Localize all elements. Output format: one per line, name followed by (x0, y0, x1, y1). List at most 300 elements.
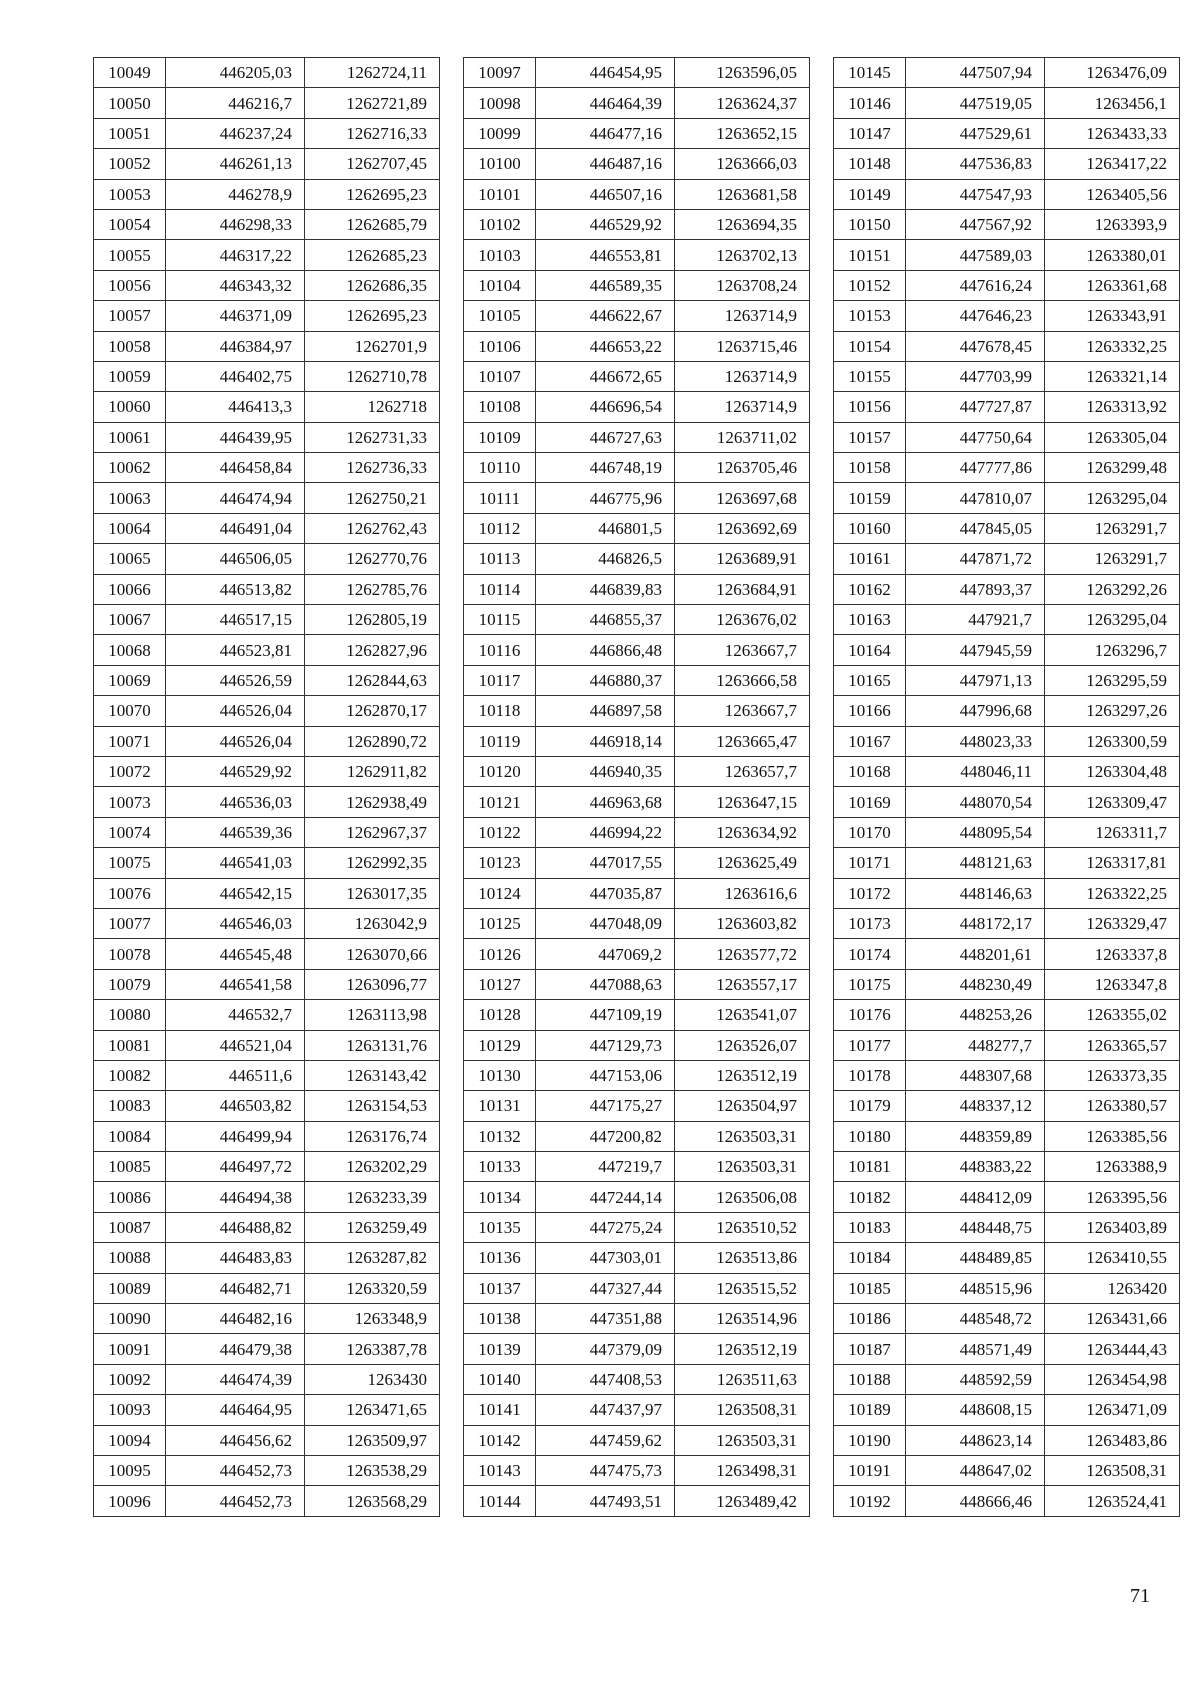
point-number-cell: 10113 (464, 544, 536, 574)
x-coordinate-cell: 446499,94 (166, 1121, 305, 1151)
y-coordinate-cell: 1263332,25 (1045, 331, 1180, 361)
x-coordinate-cell: 446532,7 (166, 1000, 305, 1030)
point-number-cell: 10079 (94, 969, 166, 999)
table-row (834, 1243, 1180, 1273)
x-coordinate-cell: 446474,94 (166, 483, 305, 513)
y-coordinate-cell: 1263347,8 (1045, 969, 1180, 999)
point-number-cell: 10175 (834, 969, 906, 999)
point-number-cell: 10082 (94, 1060, 166, 1090)
table-row (464, 878, 810, 908)
y-coordinate-cell: 1263715,46 (675, 331, 810, 361)
y-coordinate-cell: 1263430 (305, 1364, 440, 1394)
y-coordinate-cell: 1263692,69 (675, 513, 810, 543)
y-coordinate-cell: 1262686,35 (305, 270, 440, 300)
point-number-cell: 10169 (834, 787, 906, 817)
x-coordinate-cell: 446482,71 (166, 1273, 305, 1303)
y-coordinate-cell: 1263297,26 (1045, 696, 1180, 726)
x-coordinate-cell: 446503,82 (166, 1091, 305, 1121)
x-coordinate-cell: 448383,22 (906, 1152, 1045, 1182)
x-coordinate-cell: 448046,11 (906, 756, 1045, 786)
y-coordinate-cell: 1262685,23 (305, 240, 440, 270)
y-coordinate-cell: 1263684,91 (675, 574, 810, 604)
table-row (464, 301, 810, 331)
y-coordinate-cell: 1263304,48 (1045, 756, 1180, 786)
x-coordinate-cell: 447200,82 (536, 1121, 675, 1151)
table-row (94, 422, 440, 452)
y-coordinate-cell: 1262870,17 (305, 696, 440, 726)
table-row (834, 969, 1180, 999)
x-coordinate-cell: 447871,72 (906, 544, 1045, 574)
y-coordinate-cell: 1263568,29 (305, 1486, 440, 1516)
point-number-cell: 10109 (464, 422, 536, 452)
y-coordinate-cell: 1263503,31 (675, 1121, 810, 1151)
table-row (94, 1121, 440, 1151)
table-row (464, 1455, 810, 1485)
table-row (94, 787, 440, 817)
point-number-cell: 10161 (834, 544, 906, 574)
table-row (834, 1000, 1180, 1030)
x-coordinate-cell: 446727,63 (536, 422, 675, 452)
y-coordinate-cell: 1263070,66 (305, 939, 440, 969)
x-coordinate-cell: 447109,19 (536, 1000, 675, 1030)
point-number-cell: 10150 (834, 209, 906, 239)
table-row (834, 179, 1180, 209)
table-row (834, 787, 1180, 817)
table-row (94, 209, 440, 239)
table-row (464, 453, 810, 483)
y-coordinate-cell: 1263503,31 (675, 1152, 810, 1182)
table-row (834, 1060, 1180, 1090)
table-row (834, 1425, 1180, 1455)
x-coordinate-cell: 447035,87 (536, 878, 675, 908)
point-number-cell: 10053 (94, 179, 166, 209)
table-row (94, 878, 440, 908)
table-row (464, 696, 810, 726)
point-number-cell: 10133 (464, 1152, 536, 1182)
point-number-cell: 10170 (834, 817, 906, 847)
x-coordinate-cell: 448548,72 (906, 1304, 1045, 1334)
x-coordinate-cell: 446521,04 (166, 1030, 305, 1060)
point-number-cell: 10186 (834, 1304, 906, 1334)
table-row (94, 240, 440, 270)
y-coordinate-cell: 1263143,42 (305, 1060, 440, 1090)
point-number-cell: 10181 (834, 1152, 906, 1182)
table-row (94, 361, 440, 391)
table-row (834, 301, 1180, 331)
point-number-cell: 10050 (94, 88, 166, 118)
x-coordinate-cell: 447327,44 (536, 1273, 675, 1303)
y-coordinate-cell: 1262911,82 (305, 756, 440, 786)
table-row (94, 270, 440, 300)
coordinates-table-2 (463, 57, 810, 1517)
y-coordinate-cell: 1263510,52 (675, 1212, 810, 1242)
y-coordinate-cell: 1262938,49 (305, 787, 440, 817)
coordinates-table-1 (93, 57, 440, 1517)
y-coordinate-cell: 1263348,9 (305, 1304, 440, 1334)
table-row (94, 331, 440, 361)
point-number-cell: 10093 (94, 1395, 166, 1425)
table-row (464, 1425, 810, 1455)
table-row (464, 605, 810, 635)
x-coordinate-cell: 446343,32 (166, 270, 305, 300)
y-coordinate-cell: 1263697,68 (675, 483, 810, 513)
y-coordinate-cell: 1262716,33 (305, 118, 440, 148)
table-row (94, 1000, 440, 1030)
table-row (834, 1364, 1180, 1394)
point-number-cell: 10177 (834, 1030, 906, 1060)
point-number-cell: 10189 (834, 1395, 906, 1425)
point-number-cell: 10090 (94, 1304, 166, 1334)
table-row (464, 149, 810, 179)
point-number-cell: 10095 (94, 1455, 166, 1485)
point-number-cell: 10069 (94, 665, 166, 695)
y-coordinate-cell: 1263708,24 (675, 270, 810, 300)
table-row (94, 1152, 440, 1182)
table-row (94, 179, 440, 209)
point-number-cell: 10143 (464, 1455, 536, 1485)
x-coordinate-cell: 448359,89 (906, 1121, 1045, 1151)
x-coordinate-cell: 448121,63 (906, 848, 1045, 878)
table-row (834, 1273, 1180, 1303)
y-coordinate-cell: 1263705,46 (675, 453, 810, 483)
point-number-cell: 10067 (94, 605, 166, 635)
y-coordinate-cell: 1263321,14 (1045, 361, 1180, 391)
table-row (464, 361, 810, 391)
x-coordinate-cell: 447893,37 (906, 574, 1045, 604)
table-row (834, 240, 1180, 270)
x-coordinate-cell: 447996,68 (906, 696, 1045, 726)
table-row (464, 513, 810, 543)
x-coordinate-cell: 446464,95 (166, 1395, 305, 1425)
x-coordinate-cell: 447017,55 (536, 848, 675, 878)
point-number-cell: 10144 (464, 1486, 536, 1516)
table-row (464, 483, 810, 513)
table-row (94, 483, 440, 513)
point-number-cell: 10172 (834, 878, 906, 908)
point-number-cell: 10185 (834, 1273, 906, 1303)
table-row (834, 331, 1180, 361)
point-number-cell: 10091 (94, 1334, 166, 1364)
point-number-cell: 10066 (94, 574, 166, 604)
y-coordinate-cell: 1263603,82 (675, 908, 810, 938)
table-row (834, 1455, 1180, 1485)
y-coordinate-cell: 1263295,04 (1045, 483, 1180, 513)
table-row (464, 58, 810, 88)
y-coordinate-cell: 1263471,65 (305, 1395, 440, 1425)
table-row (834, 270, 1180, 300)
x-coordinate-cell: 447536,83 (906, 149, 1045, 179)
table-row (834, 665, 1180, 695)
y-coordinate-cell: 1262762,43 (305, 513, 440, 543)
table-row (94, 696, 440, 726)
y-coordinate-cell: 1263410,55 (1045, 1243, 1180, 1273)
x-coordinate-cell: 447153,06 (536, 1060, 675, 1090)
y-coordinate-cell: 1263017,35 (305, 878, 440, 908)
x-coordinate-cell: 446494,38 (166, 1182, 305, 1212)
point-number-cell: 10078 (94, 939, 166, 969)
point-number-cell: 10158 (834, 453, 906, 483)
table-row (94, 908, 440, 938)
x-coordinate-cell: 446545,48 (166, 939, 305, 969)
point-number-cell: 10111 (464, 483, 536, 513)
table-row (834, 1486, 1180, 1516)
table-row (464, 209, 810, 239)
table-row (94, 1212, 440, 1242)
y-coordinate-cell: 1263309,47 (1045, 787, 1180, 817)
point-number-cell: 10101 (464, 179, 536, 209)
x-coordinate-cell: 447475,73 (536, 1455, 675, 1485)
table-row (464, 1030, 810, 1060)
x-coordinate-cell: 446589,35 (536, 270, 675, 300)
table-row (94, 1364, 440, 1394)
table-row (464, 1273, 810, 1303)
table-row (834, 361, 1180, 391)
point-number-cell: 10106 (464, 331, 536, 361)
x-coordinate-cell: 446994,22 (536, 817, 675, 847)
table-row (94, 574, 440, 604)
point-number-cell: 10136 (464, 1243, 536, 1273)
point-number-cell: 10188 (834, 1364, 906, 1394)
point-number-cell: 10060 (94, 392, 166, 422)
y-coordinate-cell: 1262844,63 (305, 665, 440, 695)
point-number-cell: 10108 (464, 392, 536, 422)
y-coordinate-cell: 1263417,22 (1045, 149, 1180, 179)
point-number-cell: 10139 (464, 1334, 536, 1364)
x-coordinate-cell: 446216,7 (166, 88, 305, 118)
table-row (464, 1334, 810, 1364)
x-coordinate-cell: 447616,24 (906, 270, 1045, 300)
table-row (464, 88, 810, 118)
table-row (834, 635, 1180, 665)
x-coordinate-cell: 447547,93 (906, 179, 1045, 209)
point-number-cell: 10081 (94, 1030, 166, 1060)
y-coordinate-cell: 1262770,76 (305, 544, 440, 574)
x-coordinate-cell: 446653,22 (536, 331, 675, 361)
point-number-cell: 10058 (94, 331, 166, 361)
x-coordinate-cell: 447129,73 (536, 1030, 675, 1060)
point-number-cell: 10103 (464, 240, 536, 270)
x-coordinate-cell: 446839,83 (536, 574, 675, 604)
point-number-cell: 10054 (94, 209, 166, 239)
x-coordinate-cell: 446454,95 (536, 58, 675, 88)
point-number-cell: 10147 (834, 118, 906, 148)
point-number-cell: 10112 (464, 513, 536, 543)
y-coordinate-cell: 1262992,35 (305, 848, 440, 878)
x-coordinate-cell: 446529,92 (166, 756, 305, 786)
x-coordinate-cell: 446553,81 (536, 240, 675, 270)
x-coordinate-cell: 447921,7 (906, 605, 1045, 635)
x-coordinate-cell: 446439,95 (166, 422, 305, 452)
y-coordinate-cell: 1263694,35 (675, 209, 810, 239)
y-coordinate-cell: 1263483,86 (1045, 1425, 1180, 1455)
y-coordinate-cell: 1263625,49 (675, 848, 810, 878)
y-coordinate-cell: 1263508,31 (1045, 1455, 1180, 1485)
x-coordinate-cell: 446456,62 (166, 1425, 305, 1455)
table-row (94, 1243, 440, 1273)
point-number-cell: 10071 (94, 726, 166, 756)
table-row (834, 1152, 1180, 1182)
point-number-cell: 10092 (94, 1364, 166, 1394)
x-coordinate-cell: 447945,59 (906, 635, 1045, 665)
y-coordinate-cell: 1262724,11 (305, 58, 440, 88)
y-coordinate-cell: 1263291,7 (1045, 544, 1180, 574)
y-coordinate-cell: 1262736,33 (305, 453, 440, 483)
y-coordinate-cell: 1263320,59 (305, 1273, 440, 1303)
y-coordinate-cell: 1263291,7 (1045, 513, 1180, 543)
y-coordinate-cell: 1263515,52 (675, 1273, 810, 1303)
point-number-cell: 10105 (464, 301, 536, 331)
point-number-cell: 10096 (94, 1486, 166, 1516)
y-coordinate-cell: 1263042,9 (305, 908, 440, 938)
x-coordinate-cell: 447589,03 (906, 240, 1045, 270)
table-row (94, 392, 440, 422)
point-number-cell: 10087 (94, 1212, 166, 1242)
x-coordinate-cell: 447244,14 (536, 1182, 675, 1212)
y-coordinate-cell: 1262710,78 (305, 361, 440, 391)
point-number-cell: 10165 (834, 665, 906, 695)
table-row (464, 331, 810, 361)
y-coordinate-cell: 1263337,8 (1045, 939, 1180, 969)
table-row (94, 605, 440, 635)
table-row (464, 1486, 810, 1516)
x-coordinate-cell: 448146,63 (906, 878, 1045, 908)
x-coordinate-cell: 448070,54 (906, 787, 1045, 817)
table-row (94, 513, 440, 543)
point-number-cell: 10064 (94, 513, 166, 543)
y-coordinate-cell: 1263311,7 (1045, 817, 1180, 847)
point-number-cell: 10125 (464, 908, 536, 938)
point-number-cell: 10104 (464, 270, 536, 300)
point-number-cell: 10187 (834, 1334, 906, 1364)
table-row (464, 1395, 810, 1425)
point-number-cell: 10074 (94, 817, 166, 847)
x-coordinate-cell: 448277,7 (906, 1030, 1045, 1060)
point-number-cell: 10068 (94, 635, 166, 665)
table-row (94, 1395, 440, 1425)
table-row (94, 453, 440, 483)
point-number-cell: 10094 (94, 1425, 166, 1455)
table-row (94, 1334, 440, 1364)
y-coordinate-cell: 1263504,97 (675, 1091, 810, 1121)
y-coordinate-cell: 1262731,33 (305, 422, 440, 452)
y-coordinate-cell: 1262967,37 (305, 817, 440, 847)
table-row (464, 179, 810, 209)
x-coordinate-cell: 446672,65 (536, 361, 675, 391)
x-coordinate-cell: 447971,13 (906, 665, 1045, 695)
y-coordinate-cell: 1263513,86 (675, 1243, 810, 1273)
y-coordinate-cell: 1263313,92 (1045, 392, 1180, 422)
point-number-cell: 10140 (464, 1364, 536, 1394)
x-coordinate-cell: 447529,61 (906, 118, 1045, 148)
point-number-cell: 10084 (94, 1121, 166, 1151)
point-number-cell: 10051 (94, 118, 166, 148)
y-coordinate-cell: 1263385,56 (1045, 1121, 1180, 1151)
x-coordinate-cell: 446506,05 (166, 544, 305, 574)
point-number-cell: 10076 (94, 878, 166, 908)
y-coordinate-cell: 1262701,9 (305, 331, 440, 361)
y-coordinate-cell: 1263557,17 (675, 969, 810, 999)
point-number-cell: 10129 (464, 1030, 536, 1060)
table-row (464, 756, 810, 786)
x-coordinate-cell: 447750,64 (906, 422, 1045, 452)
y-coordinate-cell: 1263373,35 (1045, 1060, 1180, 1090)
table-row (464, 1060, 810, 1090)
y-coordinate-cell: 1263512,19 (675, 1334, 810, 1364)
x-coordinate-cell: 446940,35 (536, 756, 675, 786)
point-number-cell: 10083 (94, 1091, 166, 1121)
table-row (834, 1182, 1180, 1212)
y-coordinate-cell: 1263538,29 (305, 1455, 440, 1485)
x-coordinate-cell: 446474,39 (166, 1364, 305, 1394)
point-number-cell: 10120 (464, 756, 536, 786)
table-row (834, 817, 1180, 847)
y-coordinate-cell: 1263343,91 (1045, 301, 1180, 331)
point-number-cell: 10062 (94, 453, 166, 483)
table-row (94, 1486, 440, 1516)
point-number-cell: 10049 (94, 58, 166, 88)
table-row (464, 787, 810, 817)
x-coordinate-cell: 446511,6 (166, 1060, 305, 1090)
y-coordinate-cell: 1263322,25 (1045, 878, 1180, 908)
y-coordinate-cell: 1262695,23 (305, 301, 440, 331)
y-coordinate-cell: 1263667,7 (675, 696, 810, 726)
y-coordinate-cell: 1263498,31 (675, 1455, 810, 1485)
table-row (834, 422, 1180, 452)
x-coordinate-cell: 447303,01 (536, 1243, 675, 1273)
point-number-cell: 10152 (834, 270, 906, 300)
x-coordinate-cell: 446464,39 (536, 88, 675, 118)
point-number-cell: 10173 (834, 908, 906, 938)
table-row (464, 1364, 810, 1394)
table-row (834, 453, 1180, 483)
point-number-cell: 10171 (834, 848, 906, 878)
y-coordinate-cell: 1263355,02 (1045, 1000, 1180, 1030)
table-row (834, 605, 1180, 635)
table-row (94, 635, 440, 665)
x-coordinate-cell: 447069,2 (536, 939, 675, 969)
point-number-cell: 10102 (464, 209, 536, 239)
table-row (94, 969, 440, 999)
table-row (464, 939, 810, 969)
x-coordinate-cell: 446880,37 (536, 665, 675, 695)
y-coordinate-cell: 1262718 (305, 392, 440, 422)
x-coordinate-cell: 448337,12 (906, 1091, 1045, 1121)
x-coordinate-cell: 448623,14 (906, 1425, 1045, 1455)
point-number-cell: 10174 (834, 939, 906, 969)
y-coordinate-cell: 1263420 (1045, 1273, 1180, 1303)
y-coordinate-cell: 1263405,56 (1045, 179, 1180, 209)
y-coordinate-cell: 1263509,97 (305, 1425, 440, 1455)
point-number-cell: 10089 (94, 1273, 166, 1303)
x-coordinate-cell: 448307,68 (906, 1060, 1045, 1090)
point-number-cell: 10163 (834, 605, 906, 635)
table-row (834, 1030, 1180, 1060)
x-coordinate-cell: 446541,03 (166, 848, 305, 878)
x-coordinate-cell: 446237,24 (166, 118, 305, 148)
x-coordinate-cell: 446402,75 (166, 361, 305, 391)
point-number-cell: 10141 (464, 1395, 536, 1425)
x-coordinate-cell: 446526,04 (166, 696, 305, 726)
x-coordinate-cell: 446384,97 (166, 331, 305, 361)
x-coordinate-cell: 446526,59 (166, 665, 305, 695)
x-coordinate-cell: 448172,17 (906, 908, 1045, 938)
y-coordinate-cell: 1263711,02 (675, 422, 810, 452)
y-coordinate-cell: 1263433,33 (1045, 118, 1180, 148)
point-number-cell: 10057 (94, 301, 166, 331)
y-coordinate-cell: 1263259,49 (305, 1212, 440, 1242)
table-row (464, 1182, 810, 1212)
x-coordinate-cell: 446542,15 (166, 878, 305, 908)
